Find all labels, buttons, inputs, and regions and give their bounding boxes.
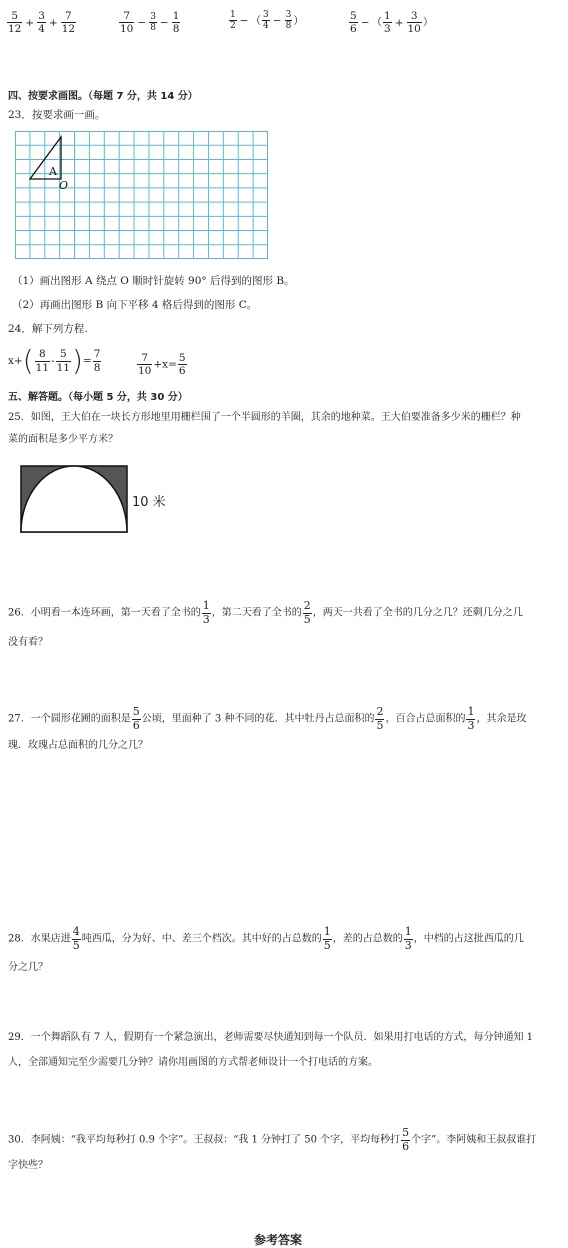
- q23-sub1: （1）画出图形 A 绕点 O 顺时针旋转 90° 后得到的图形 B。: [12, 275, 295, 287]
- grid-figure: [15, 131, 268, 259]
- q30-line-2: 字快些？: [8, 1160, 48, 1171]
- q27-line-1: 27．一个圆形花圃的面积是 $\frac{5}{6}$ 公顷，里面种了 3 种不同的花．其中牡丹占总面积的 $\frac{2}{5}$ ，百合占总面积的 $\frac{1}{3}$ ，其余是玫: [8, 705, 527, 732]
- q26-line-1: 26．小明看一本连环画，第一天看了全书的 $\frac{1}{3}$ ，第二天看了全书的 $\frac{2}{5}$ ，两天一共看了全书的几分之几？还剩几分之几: [8, 599, 523, 626]
- section-4-heading: 四、按要求画图。（每题 7 分，共 14 分）: [8, 91, 198, 102]
- answer-key-title: 参考答案: [254, 1233, 303, 1247]
- calc-expr-1: $\frac{5}{12}$ + $\frac{3}{4}$ + $\frac{7}{12}$: [8, 10, 76, 36]
- q30-line-1: 30．李阿姨：“我平均每秒打 0.9 个字”。王叔叔：“我 1 分钟打了 50 个字，平均每秒打 $\frac{5}{6}$ 个字”。李阿姨和王叔叔谁打: [8, 1126, 537, 1153]
- q23-grid: [15, 131, 268, 259]
- label-a: A: [49, 165, 57, 178]
- q24-stem: 24．解下列方程.: [8, 323, 88, 335]
- section-5-heading: 五、解答题。（每小题 5 分，共 30 分）: [8, 392, 188, 403]
- q25-figure: [18, 436, 130, 534]
- calc-expr-4: $\frac{5}{6}$ − （ $\frac{1}{3}$ + $\frac{3}{10}$ ）: [350, 10, 434, 36]
- label-o: O: [59, 179, 69, 192]
- calc-expr-3: $\frac{1}{2}$ − （ $\frac{3}{4}$ − $\frac{3}{8}$ ）: [230, 10, 304, 32]
- q23-sub2: （2）再画出图形 B 向下平移 4 格后得到的图形 C。: [12, 299, 258, 311]
- rectangle-semicircle-figure: [18, 436, 130, 534]
- q24-equation-2: $\frac{7}{10}$ +x= $\frac{5}{6}$: [138, 352, 186, 378]
- q27-line-2: 瑰．玫瑰占总面积的几分之几？: [8, 740, 148, 751]
- q25-line-1: 25．如图，王大伯在一块长方形地里用栅栏围了一个半圆形的羊圈，其余的地种菜。王大伯要准备多少米的栅栏？种: [8, 412, 521, 423]
- q29-line-1: 29．一个舞蹈队有 7 人，假期有一个紧急演出，老师需要尽快通知到每一个队员．如果用打电话的方式，每分钟通知 1: [8, 1032, 533, 1043]
- q28-line-2: 分之几？: [8, 962, 48, 973]
- q28-line-1: 28．水果店进 $\frac{4}{5}$ 吨西瓜，分为好、中、差三个档次。其中好的占总数的 $\frac{1}{5}$ ，差的占总数的 $\frac{1}{3}$ ，中档的占这批西瓜的几: [8, 925, 524, 952]
- q25-dimension-label: 10 米: [132, 495, 166, 510]
- q25-line-2: 菜的面积是多少平方米？: [8, 434, 118, 445]
- q23-stem: 23．按要求画一画。: [8, 109, 106, 121]
- fraction: $\frac{5}{12}$: [8, 10, 22, 36]
- calc-expr-2: $\frac{7}{10}$ − $\frac{3}{8}$ − $\frac{1}{8}$: [120, 10, 180, 36]
- q29-line-2: 人，全部通知完至少需要几分钟？请你用画图的方式帮老师设计一个打电话的方案。: [8, 1057, 378, 1068]
- q24-equation-1: x+( $\frac{8}{11}$ - $\frac{5}{11}$ )= $\frac{7}{8}$: [8, 344, 101, 377]
- q26-line-2: 没有看？: [8, 637, 48, 648]
